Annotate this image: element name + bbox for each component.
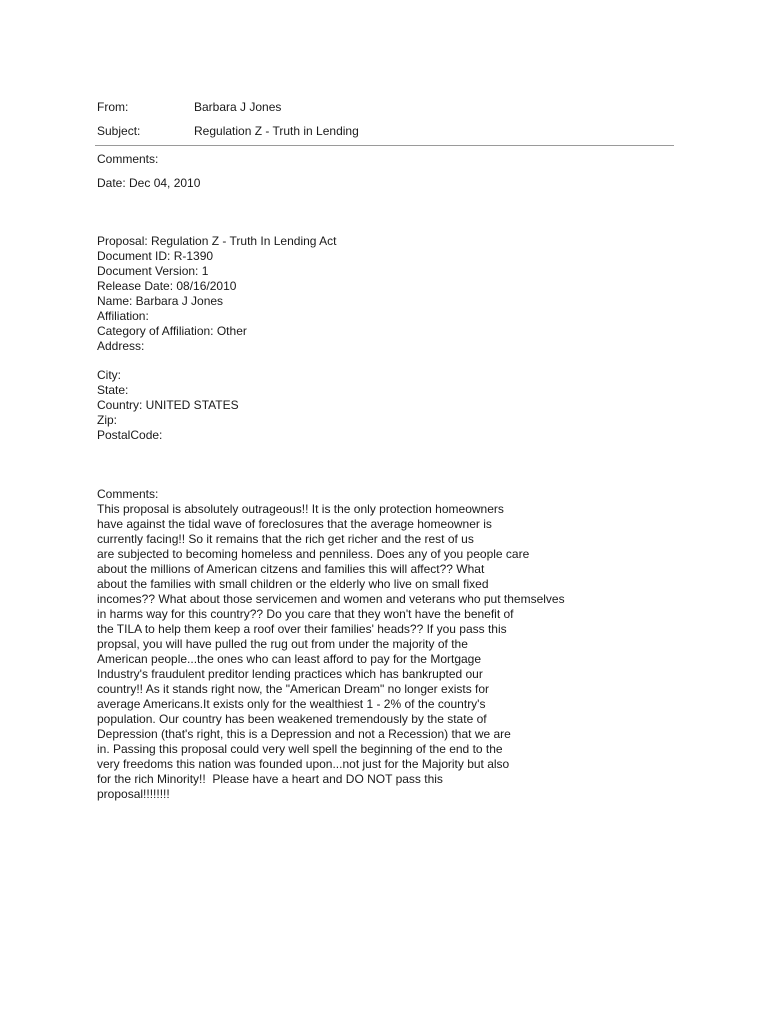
- detail-line: Proposal: Regulation Z - Truth In Lending Act: [97, 234, 337, 248]
- address-line: State:: [97, 383, 129, 397]
- body-line: proposal!!!!!!!!: [97, 787, 170, 801]
- body-line: about the millions of American citzens and families this will affect?? What: [97, 562, 485, 576]
- address-details: [97, 368, 239, 443]
- body-line: are subjected to becoming homeless and penniless. Does any of you people care: [97, 547, 530, 561]
- address-line: PostalCode:: [97, 428, 163, 442]
- body-line: for the rich Minority!! Please have a heart and DO NOT pass this: [97, 772, 443, 786]
- body-line: about the families with small children or the elderly who live on small fixed: [97, 577, 489, 591]
- from-label: From:: [97, 100, 129, 114]
- comment-body: [97, 487, 565, 802]
- subject-label: Subject:: [97, 124, 141, 138]
- subject-value: Regulation Z - Truth in Lending: [194, 124, 359, 138]
- body-line: Industry's fraudulent preditor lending practices which has bankrupted our: [97, 667, 483, 681]
- body-line: have against the tidal wave of foreclosures that the average homeowner is: [97, 517, 492, 531]
- address-line: Zip:: [97, 413, 118, 427]
- body-line: in harms way for this country?? Do you care that they won't have the benefit of: [97, 607, 514, 621]
- body-line: country!! As it stands right now, the "American Dream" no longer exists for: [97, 682, 490, 696]
- body-line: very freedoms this nation was founded upon...not just for the Majority but also: [97, 757, 510, 771]
- body-line: average Americans.It exists only for the wealthiest 1 - 2% of the country's: [97, 697, 486, 711]
- body-line: currently facing!! So it remains that the rich get richer and the rest of us: [97, 532, 474, 546]
- detail-line: Document Version: 1: [97, 264, 209, 278]
- address-line: Country: UNITED STATES: [97, 398, 239, 412]
- proposal-details: [97, 234, 336, 354]
- body-line: population. Our country has been weakened tremendously by the state of: [97, 712, 487, 726]
- detail-line: Address:: [97, 339, 145, 353]
- detail-line: Category of Affiliation: Other: [97, 324, 247, 338]
- body-line: propsal, you will have pulled the rug out from under the majority of the: [97, 637, 468, 651]
- header-divider: [95, 145, 674, 146]
- body-line: Depression (that's right, this is a Depression and not a Recession) that we are: [97, 727, 511, 741]
- from-value: Barbara J Jones: [194, 100, 282, 114]
- body-line: This proposal is absolutely outrageous!! It is the only protection homeowners: [97, 502, 504, 516]
- detail-line: Affiliation:: [97, 309, 149, 323]
- body-line: incomes?? What about those servicemen and women and veterans who put themselves: [97, 592, 565, 606]
- detail-line: Document ID: R-1390: [97, 249, 214, 263]
- body-line: Comments:: [97, 487, 159, 501]
- body-line: in. Passing this proposal could very well spell the beginning of the end to the: [97, 742, 503, 756]
- comments-label: Comments:: [97, 152, 159, 166]
- body-line: the TILA to help them keep a roof over their families' heads?? If you pass this: [97, 622, 507, 636]
- body-line: American people...the ones who can least afford to pay for the Mortgage: [97, 652, 482, 666]
- detail-line: Name: Barbara J Jones: [97, 294, 224, 308]
- detail-line: Release Date: 08/16/2010: [97, 279, 237, 293]
- date-line: Date: Dec 04, 2010: [97, 176, 201, 190]
- address-line: City:: [97, 368, 121, 382]
